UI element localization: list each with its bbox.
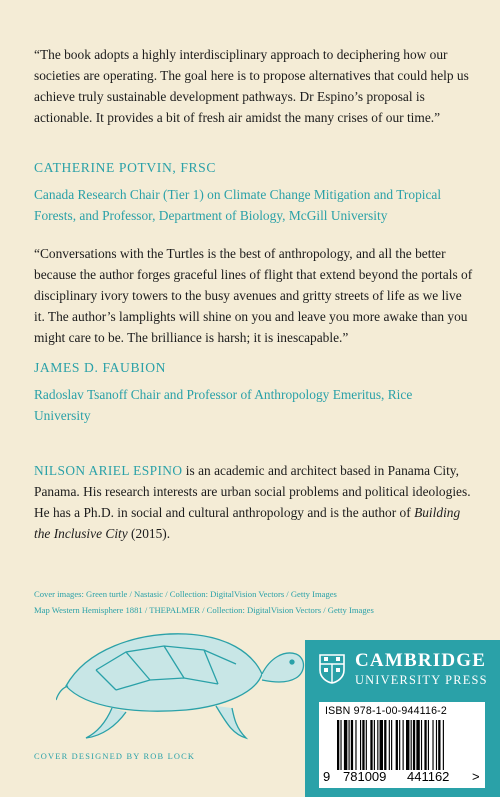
barcode-bar (406, 720, 409, 770)
barcode-bar (360, 720, 361, 770)
barcode-bar (362, 720, 364, 770)
quote-faubion: “Conversations with the Turtles is the best of anthropology, and all the better because the author forges graceful lines of flight that extend beyond the portals of disciplinary ivory towers to the busy avenues and gritty streets of life as we live it. The author’s lamplights will shine on you and leave you more awake than you might care to be. The brilliance is harsh; it is inescapable.” (34, 246, 473, 345)
barcode-bar (377, 720, 378, 770)
quote-affiliation-faubion: Radoslav Tsanoff Chair and Professor of Anthropology Emeritus, Rice University (34, 387, 413, 423)
cover-designer-credit: COVER DESIGNED BY ROB LOCK (34, 752, 196, 761)
barcode-bar (366, 720, 367, 770)
barcode-bar (337, 720, 339, 770)
quote-affiliation-potvin: Canada Research Chair (Tier 1) on Climate Change Mitigation and Tropical Forests, and Professor, Department of Biology, McGill University (34, 187, 442, 223)
barcode-bar (413, 720, 415, 770)
barcode-bar (436, 720, 437, 770)
barcode-digits-right: 441162 (407, 769, 450, 784)
credits-line-2: Map Western Hemisphere 1881 / THEPALMER / Collection: DigitalVision Vectors / Getty Images (34, 605, 374, 615)
barcode-bar (396, 720, 398, 770)
barcode-bar (424, 720, 426, 770)
quote-author-faubion: JAMES D. FAUBION (34, 360, 167, 375)
bio-text-before: is an academic and architect based in Panama City, Panama. His research interests are urban social problems and political ideologies. He has a Ph.D. in social and cultural anthropology and is the author of (34, 463, 471, 520)
barcode-bar (432, 720, 433, 770)
publisher-panel (305, 640, 500, 797)
barcode-bar (421, 720, 422, 770)
barcode-digit-first: 9 (323, 769, 331, 784)
barcode-bar (370, 720, 372, 770)
barcode-bar (403, 720, 404, 770)
barcode-bar (411, 720, 412, 770)
publisher-subname: UNIVERSITY PRESS (355, 673, 488, 687)
barcode-bar (389, 720, 390, 770)
isbn-label: ISBN 978-1-00-944116-2 (325, 705, 447, 717)
barcode-bar (438, 720, 440, 770)
barcode (319, 702, 485, 788)
barcode-bar (380, 720, 383, 770)
turtle-illustration (56, 610, 306, 750)
barcode-bar (416, 720, 419, 770)
barcode-bar (428, 720, 429, 770)
barcode-bar (443, 720, 444, 770)
barcode-end-mark: > (472, 769, 480, 784)
quote-author-potvin: CATHERINE POTVIN, FRSC (34, 160, 217, 175)
barcode-bar (351, 720, 353, 770)
quote-potvin: “The book adopts a highly interdisciplinary approach to deciphering how our societies are operating. The goal here is to propose alternatives that could help us achieve truly sustainable development pathways. Dr Espino’s proposal is actionable. It provides a bit of fresh air amidst the many crises of our time.” (34, 47, 469, 125)
barcode-bar (374, 720, 375, 770)
author-name: NILSON ARIEL ESPINO (34, 463, 183, 478)
barcode-bar (340, 720, 341, 770)
credits-line-1: Cover images: Green turtle / Nastasic / Collection: DigitalVision Vectors / Getty Images (34, 589, 337, 599)
barcode-bars (337, 720, 471, 770)
bio-book-title: Building the Inclusive City (34, 505, 461, 541)
bio-text-after: (2015). (127, 526, 171, 541)
barcode-bar (349, 720, 350, 770)
barcode-bar (399, 720, 400, 770)
barcode-bar (384, 720, 386, 770)
author-bio (34, 460, 474, 544)
barcode-digits-left: 781009 (343, 769, 387, 784)
publisher-name: CAMBRIDGE (355, 650, 487, 671)
barcode-bar (344, 720, 347, 770)
cambridge-shield-icon (319, 654, 345, 684)
barcode-bar (355, 720, 356, 770)
barcode-bar (391, 720, 392, 770)
